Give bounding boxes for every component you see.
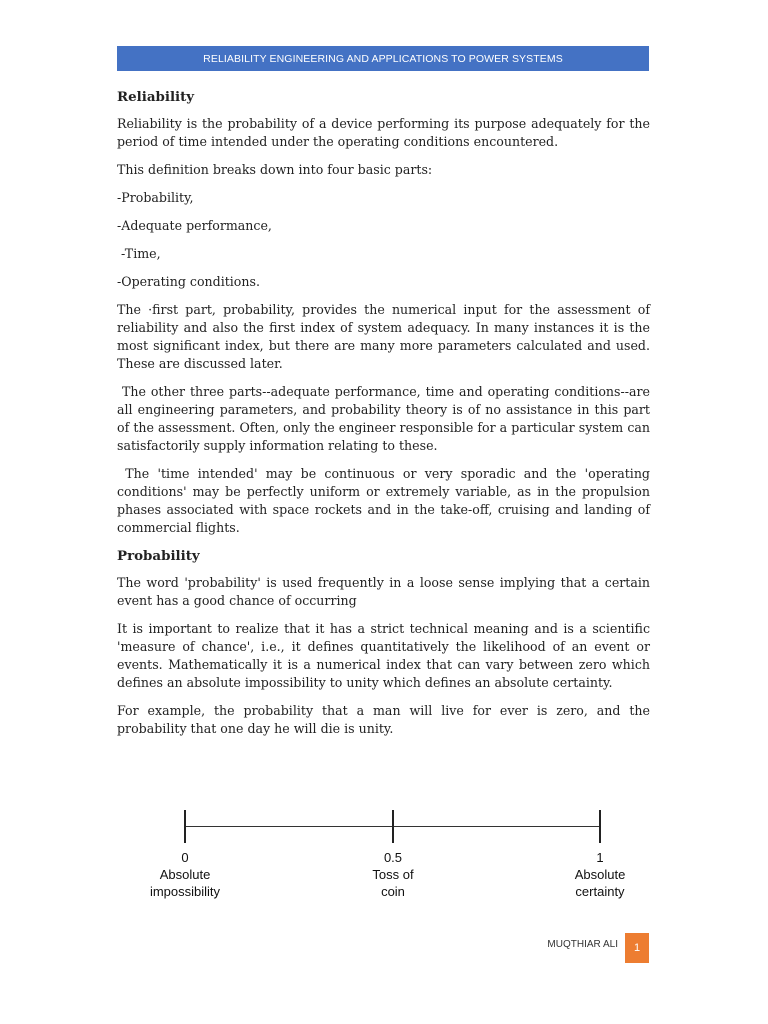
paragraph: The other three parts--adequate performance, time and operating conditions--are all engineering parameters, and probability theory is of no assistance in this part of the assessment. Often, only the engineer responsible for a particular system can satisfactorily supply information relating to these. — [117, 384, 655, 453]
footer-author: MUQTHIAR ALI — [547, 939, 618, 950]
section-heading-reliability: Reliability — [117, 89, 195, 105]
list-item-operating-conditions: -Operating conditions. — [117, 274, 260, 289]
document-header-title: RELIABILITY ENGINEERING AND APPLICATIONS TO POWER SYSTEMS — [203, 52, 563, 65]
scale-tick-0 — [184, 810, 186, 843]
list-item-time: -Time, — [117, 246, 161, 261]
scale-value: 0 — [181, 850, 189, 865]
paragraph: This definition breaks down into four basic parts: — [117, 162, 433, 177]
scale-label-1 — [540, 849, 660, 900]
scale-value: 0.5 — [383, 850, 403, 865]
document-body — [117, 86, 655, 748]
paragraph: Reliability is the probability of a device performing its purpose adequately for the period of time intended under the operating conditions encountered. — [117, 116, 650, 149]
paragraph: It is important to realize that it has a strict technical meaning and is a scientific 'measure of chance', i.e., it defines quantitatively the likelihood of an event or events. Mathematically it is a numerical index that can vary between zero which defines an absolute impossibility to unity which defines an absolute certainty. — [117, 621, 650, 690]
list-item-adequate-performance: -Adequate performance, — [117, 218, 272, 233]
scale-value: 1 — [596, 850, 604, 865]
scale-tick-0-5 — [392, 810, 394, 843]
scale-desc-line2: coin — [381, 884, 405, 899]
scale-label-0-5 — [333, 849, 453, 900]
scale-desc-line2: certainty — [575, 884, 625, 899]
footer-page-number — [625, 933, 649, 963]
scale-desc-line2: impossibility — [149, 884, 221, 899]
paragraph: The word 'probability' is used frequently in a loose sense implying that a certain event has a good chance of occurring — [117, 575, 650, 608]
scale-desc-line1: Absolute — [159, 867, 211, 882]
page-number-text: 1 — [633, 942, 641, 954]
probability-scale-diagram — [140, 805, 640, 915]
scale-desc-line1: Toss of — [372, 867, 414, 882]
document-header-bar — [117, 46, 649, 71]
paragraph: The 'time intended' may be continuous or very sporadic and the 'operating conditions' may be perfectly uniform or extremely variable, as in the propulsion phases associated with space rockets and in the take-off, cruising and landing of commercial flights. — [117, 466, 655, 535]
scale-label-0 — [125, 849, 245, 900]
paragraph: The ·first part, probability, provides the numerical input for the assessment of reliability and also the first index of system adequacy. In many instances it is the most significant index, but there are many more parameters calculated and used. These are discussed later. — [117, 302, 650, 371]
scale-tick-1 — [599, 810, 601, 843]
section-heading-probability: Probability — [117, 548, 200, 564]
scale-desc-line1: Absolute — [574, 867, 626, 882]
list-item-probability: -Probability, — [117, 190, 194, 205]
paragraph: For example, the probability that a man will live for ever is zero, and the probability that one day he will die is unity. — [117, 703, 650, 736]
